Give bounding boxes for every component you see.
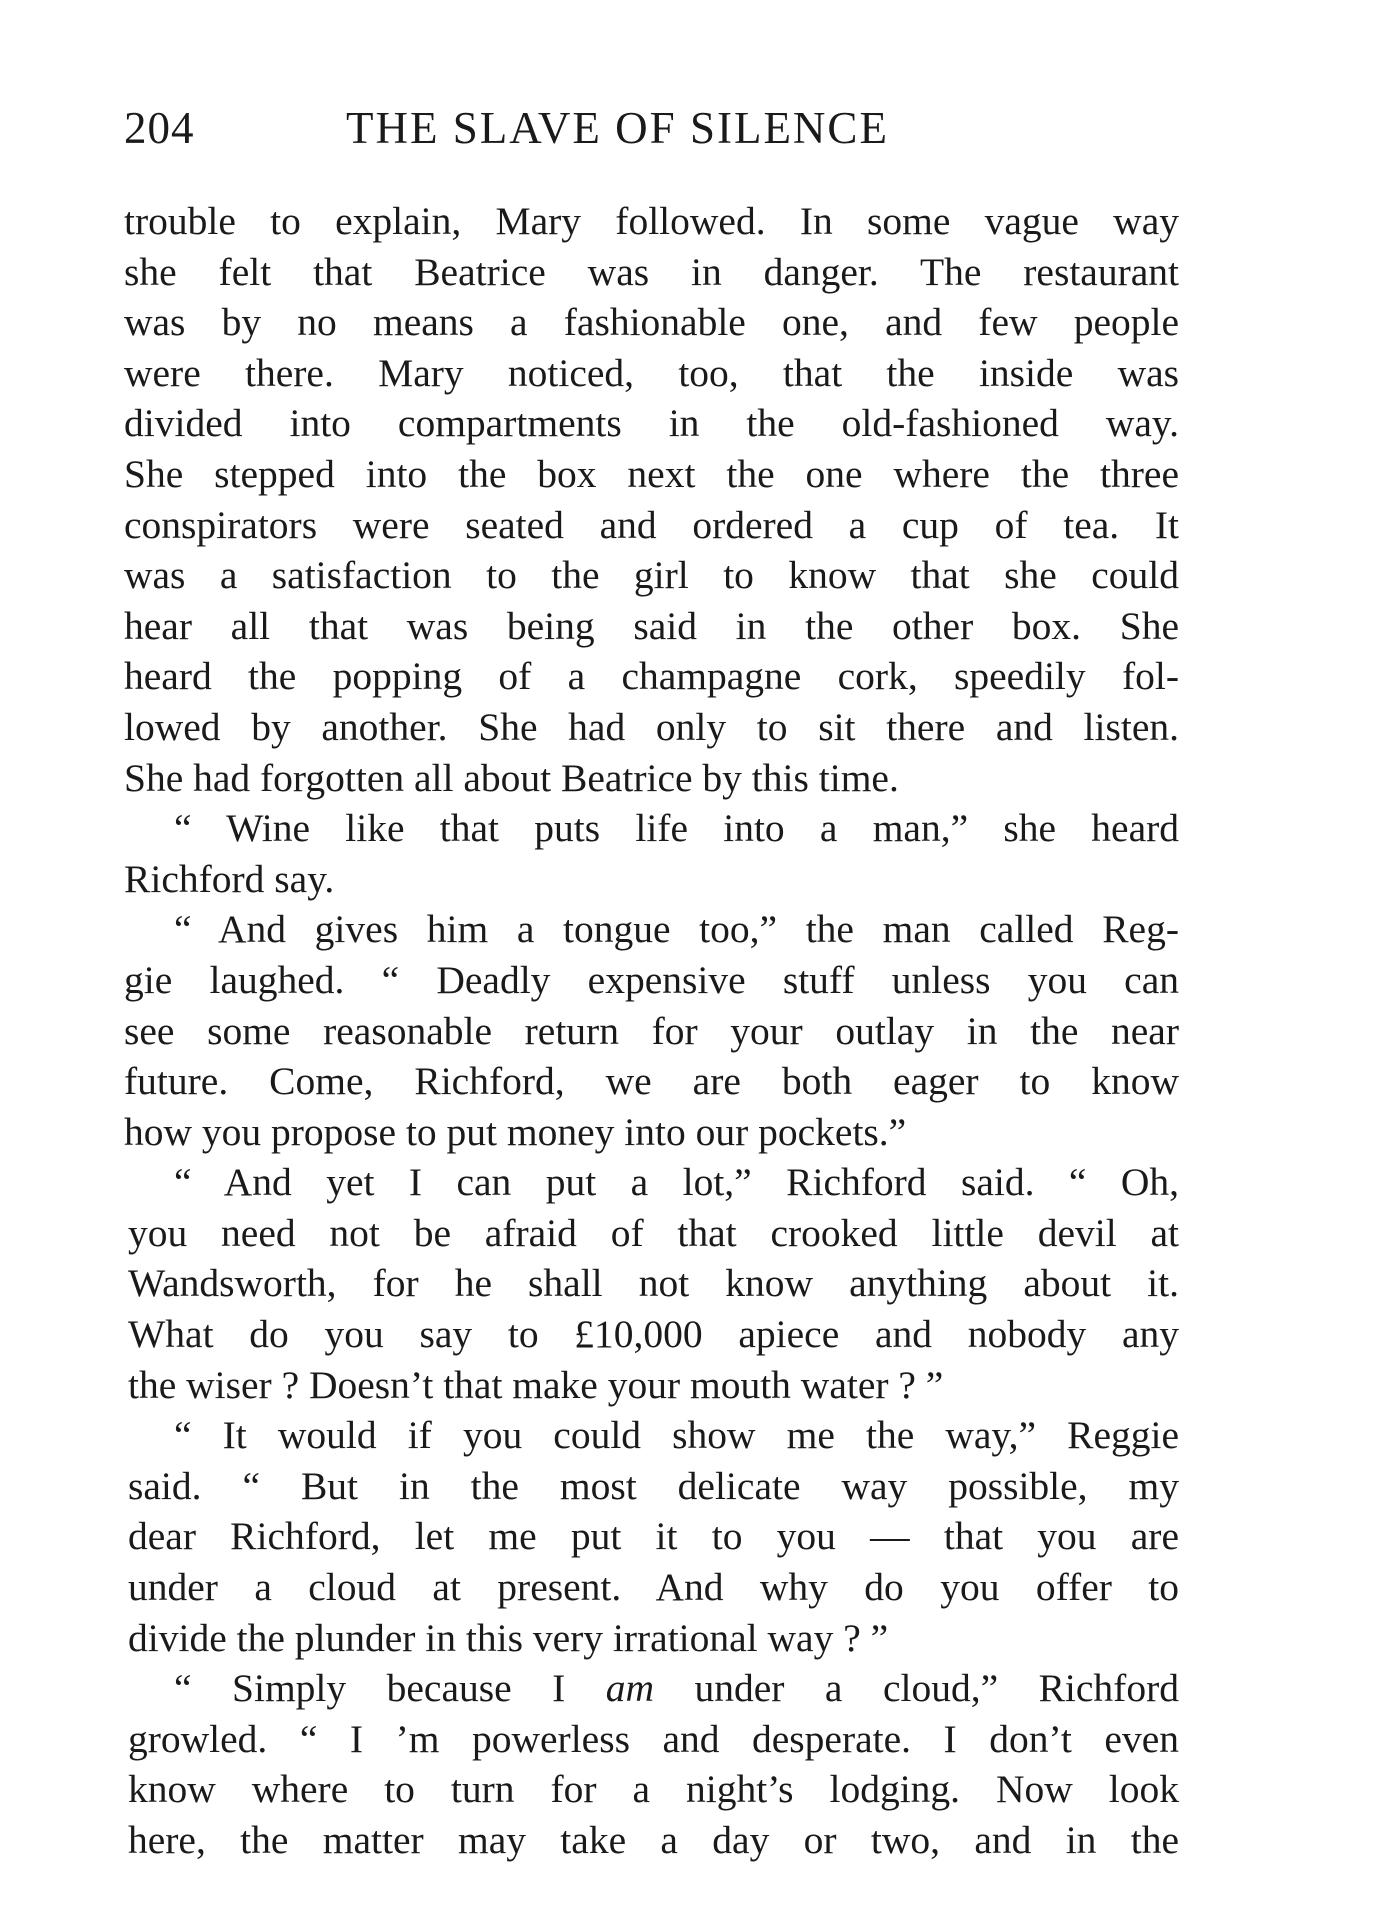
- text-line: “ And yet I can put a lot,” Richford said. “ Oh,: [174, 1160, 1179, 1205]
- text-line: gie laughed. “ Deadly expensive stuff unless you can: [124, 957, 1179, 1002]
- text-line: She stepped into the box next the one where the three: [124, 451, 1179, 496]
- text-line: future. Come, Richford, we are both eager to know: [124, 1059, 1179, 1104]
- text-line: was a satisfaction to the girl to know that she could: [124, 553, 1179, 598]
- text-line: “ Wine like that puts life into a man,” she heard: [174, 806, 1179, 851]
- text-line: here, the matter may take a day or two, and in the: [128, 1818, 1179, 1862]
- text-line: heard the popping of a champagne cork, speedily fol-: [124, 654, 1179, 699]
- text-line: “ And gives him a tongue too,” the man called Reg-: [174, 907, 1179, 952]
- text-line: know where to turn for a night’s lodging. Now look: [128, 1767, 1179, 1812]
- text-line: how you propose to put money into our pockets.”: [124, 1109, 907, 1154]
- text-line: see some reasonable return for your outlay in the near: [124, 1008, 1179, 1053]
- text-line: under a cloud at present. And why do you offer to: [128, 1565, 1179, 1610]
- text-line: hear all that was being said in the other box. She: [124, 603, 1179, 648]
- text-line: trouble to explain, Mary followed. In some vague way: [124, 199, 1179, 243]
- text-line: growled. “ I ’m powerless and desperate. I don’t even: [128, 1716, 1179, 1761]
- text-line: the wiser ? Doesn’t that make your mouth water ? ”: [128, 1362, 944, 1407]
- text-line: Wandsworth, for he shall not know anything about it.: [128, 1261, 1179, 1306]
- text-line: conspirators were seated and ordered a cup of tea. It: [124, 502, 1179, 547]
- running-head: [124, 100, 1179, 156]
- page-number: 204: [124, 103, 195, 153]
- text-line: divide the plunder in this very irrational way ? ”: [128, 1615, 889, 1660]
- text-line: you need not be afraid of that crooked little devil at: [128, 1210, 1179, 1255]
- emphasis-word: am: [605, 1666, 655, 1711]
- text-line: Richford say.: [124, 856, 335, 901]
- body-text: [124, 196, 1179, 1866]
- text-line: was by no means a fashionable one, and few people: [124, 300, 1179, 345]
- running-title: THE SLAVE OF SILENCE: [346, 103, 889, 153]
- text-line: divided into compartments in the old-fashioned way.: [124, 401, 1179, 446]
- text-line: She had forgotten all about Beatrice by this time.: [124, 755, 899, 800]
- text-line: she felt that Beatrice was in danger. The restaurant: [124, 249, 1179, 294]
- text-line: “ It would if you could show me the way,” Reggie: [174, 1413, 1179, 1458]
- text-line: What do you say to £10,000 apiece and nobody any: [128, 1312, 1179, 1357]
- text-line: lowed by another. She had only to sit there and listen.: [124, 704, 1179, 749]
- text-line: dear Richford, let me put it to you — that you are: [128, 1514, 1179, 1559]
- text-line: said. “ But in the most delicate way possible, my: [128, 1463, 1179, 1508]
- text-line: were there. Mary noticed, too, that the inside was: [124, 350, 1179, 395]
- text-line: “ Simply because I am under a cloud,” Richford: [174, 1666, 1179, 1711]
